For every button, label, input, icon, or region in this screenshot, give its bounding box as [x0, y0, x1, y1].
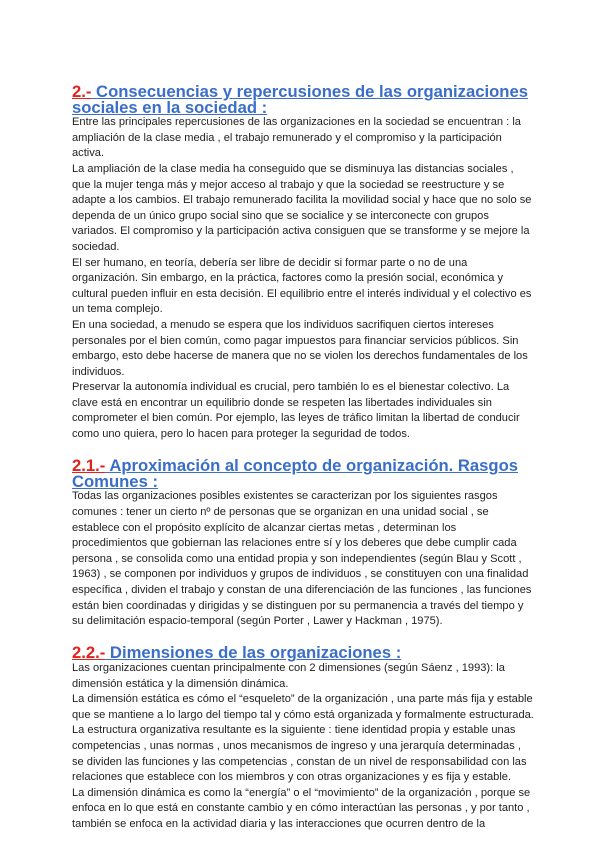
paragraph: El ser humano, en teoría, debería ser libre de decidir si formar parte o no de una organización. Sin embargo, en la práctica, factores como la presión social, económica y cultural pueden influir en esta decisión. El equilibrio entre el interés individual y el colectivo es un tema complejo.	[72, 256, 532, 316]
paragraph: La dimensión dinámica es como la “energía” o el “movimiento” de la organización , porque se enfoca en lo que está en constante cambio y en cómo interactúan las personas , y por tanto , también se enfoca en la actividad diaria y las interacciones que ocurren dentro de la	[72, 786, 531, 830]
paragraph: La dimensión estática es cómo el “esqueleto” de la organización , una parte más fija y estable que se mantiene a lo largo del tiempo tal y cómo está organizada y formalmente estructurada. La estructura organizativa resultante es la siguiente : tiene identidad propia y estable unas competencias , unas normas , unos mecanismos de ingreso y una jerarquía determinadas , se dividen las funciones y las competencias , constan de un nivel de responsabilidad con las relaciones que establece con los miembros y con otras organizaciones y es fija y estable.	[72, 693, 534, 784]
paragraph: Todas las organizaciones posibles existentes se caracterizan por los siguientes rasgos comunes : tener un cierto nº de personas que se organizan en una unidad social , se establece con el propósito explícito de alcanzar ciertas metas , determinan los procedimientos que gobiernan las relaciones entre sí y los deberes que debe cumplir cada persona , se consolida como una entidad propia y son independientes (según Blau y Scott , 1963) , se componen por individuos y grupos de individuos , se constituyen con una finalidad específica , dividen el trabajo y constan de una diferenciación de las funciones , las funciones están bien coordinadas y dirigidas y se distinguen por su permanencia a través del tiempo y su delimitación espacio-temporal (según Porter , Lawer y Hackman , 1975).	[72, 490, 532, 628]
section-heading-aproximacion	[72, 458, 534, 489]
section-title: Dimensiones de las organizaciones :	[105, 643, 402, 663]
section-title: Consecuencias y repercusiones de las organizaciones sociales en la sociedad :	[72, 82, 528, 117]
section-heading-dimensiones	[72, 645, 534, 661]
section-number: 2.2.-	[72, 643, 106, 663]
section-number: 2.-	[72, 82, 92, 101]
paragraph: Entre las principales repercusiones de las organizaciones en la sociedad se encuentran : la ampliación de la clase media , el trabajo remunerado y el compromiso y la participación activa.	[72, 116, 521, 160]
paragraph: En una sociedad, a menudo se espera que los individuos sacrifiquen ciertos intereses personales por el bien común, como pagar impuestos para financiar servicios públicos. Sin embargo, esto debe hacerse de manera que no se violen los derechos fundamentales de los individuos.	[72, 318, 528, 378]
paragraph: Las organizaciones cuentan principalmente con 2 dimensiones (según Sáenz , 1993): la dimensión estática y la dimensión dinámica.	[72, 661, 505, 690]
document-page	[72, 84, 534, 833]
paragraph: Preservar la autonomía individual es crucial, pero también lo es el bienestar colectivo. La clave está en encontrar un equilibrio donde se respeten las libertades individuales sin comprometer el bien común. Por ejemplo, las leyes de tráfico limitan la libertad de conducir como uno quiera, pero lo hacen para proteger la seguridad de todos.	[72, 381, 520, 441]
section-heading-consecuencias	[72, 84, 534, 115]
section-title: Aproximación al concepto de organización. Rasgos Comunes :	[72, 456, 519, 491]
section-number: 2.1.-	[72, 456, 106, 476]
paragraph: La ampliación de la clase media ha conseguido que se disminuya las distancias sociales , que la mujer tenga más y mejor acceso al trabajo y que la sociedad se reestructure y se adapte a los cambios. El trabajo remunerado facilita la movilidad social y hace que no solo se dependa de un único grupo social sino que se socialice y se interconecte con grupos variados. El compromiso y la participación activa consiguen que se transforme y se mejore la sociedad.	[72, 162, 532, 253]
